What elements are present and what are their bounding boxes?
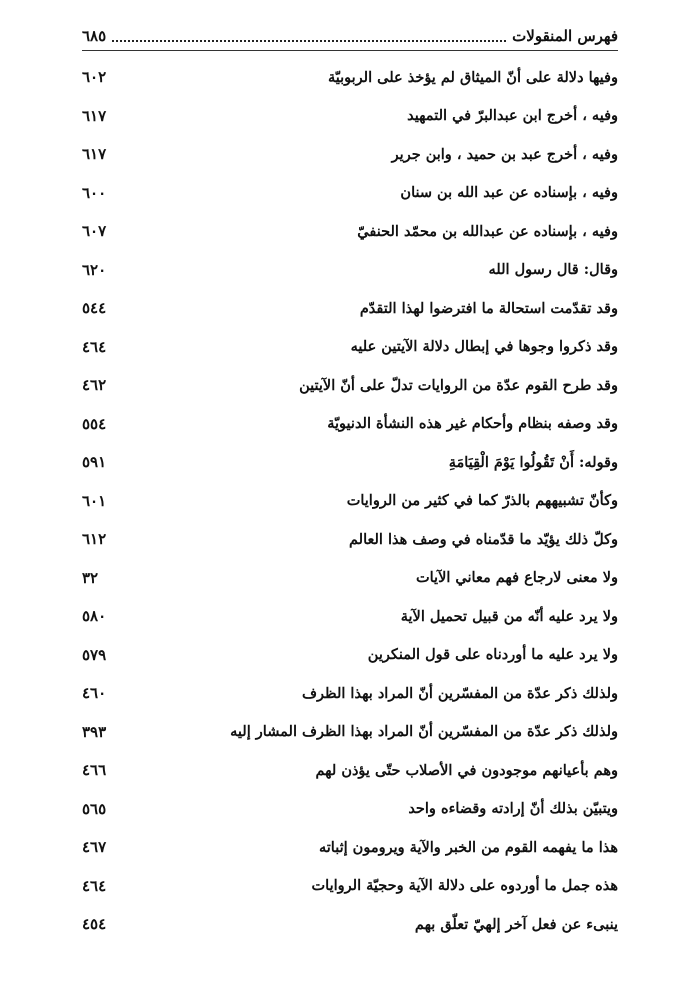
entry-page: ٥٤٤: [82, 299, 107, 318]
index-entry: [82, 135, 618, 174]
index-entry: [82, 251, 618, 290]
index-entry: [82, 212, 618, 251]
entry-text: هذه جمل ما أوردوه على دلالة الآية وحجيّة الروايات: [311, 877, 618, 895]
entry-text: ينبىء عن فعل آخر إلهيّ تعلّق بهم: [414, 915, 618, 933]
entry-page: ٦٢٠: [82, 260, 107, 279]
index-entry: [82, 828, 618, 867]
index-entry: [82, 790, 618, 829]
index-entry: [82, 174, 618, 213]
entry-text: وقال: قال رسول الله: [488, 261, 618, 279]
index-entry: [82, 636, 618, 675]
entry-page: ٤٥٤: [82, 915, 107, 934]
entry-text: ولذلك ذكر عدّة من المفسّرين أنّ المراد بهذا الظرف المشار إليه: [230, 723, 618, 741]
entry-page: ٦٠٠: [82, 183, 107, 202]
entry-text: وهم بأعيانهم موجودون في الأصلاب حتّى يؤذن لهم: [315, 761, 618, 779]
entry-text: وقوله: أَنْ تَقُولُوا يَوْمَ الْقِيَامَةِ: [448, 453, 618, 471]
entry-text: وفيه ، أخرج عبد بن حميد ، وابن جرير: [391, 145, 618, 163]
entry-page: ٦١٢: [82, 530, 107, 549]
index-entry: [82, 559, 618, 598]
index-entry: [82, 713, 618, 752]
entry-page: ٣٢: [82, 568, 99, 587]
page-header: [82, 22, 618, 50]
index-entries: [82, 58, 618, 944]
index-entry: [82, 443, 618, 482]
entry-page: ٤٦٤: [82, 337, 107, 356]
entry-text: وكلّ ذلك يؤيّد ما قدّمناه في وصف هذا العالم: [349, 530, 618, 548]
index-entry: [82, 751, 618, 790]
leader-dots: [112, 30, 506, 42]
entry-text: هذا ما يفهمه القوم من الخبر والآية ويرومون إثباته: [318, 838, 618, 856]
page-number: ٦٨٥: [82, 27, 107, 45]
entry-text: وكأنّ تشبيههم بالذرّ كما في كثير من الروايات: [346, 492, 618, 510]
entry-text: ولا معنى لارجاع فهم معاني الآيات: [415, 569, 618, 587]
entry-text: وفيها دلالة على أنّ الميثاق لم يؤخذ على الربوبيّة: [327, 68, 618, 86]
entry-page: ٤٦٢: [82, 376, 107, 395]
index-entry: [82, 597, 618, 636]
index-title: فهرس المنقولات: [512, 27, 618, 45]
entry-page: ٤٦٤: [82, 876, 107, 895]
entry-text: وفيه ، بإسناده عن عبد الله بن سنان: [400, 184, 618, 202]
entry-page: ٦١٧: [82, 145, 107, 164]
entry-page: ٦٠٢: [82, 68, 107, 87]
index-entry: [82, 58, 618, 97]
entry-page: ٤٦٠: [82, 684, 107, 703]
entry-text: وقد وصفه بنظام وأحكام غير هذه النشأة الدنيويّة: [327, 415, 618, 433]
index-entry: [82, 867, 618, 906]
index-entry: [82, 405, 618, 444]
entry-text: ولا يرد عليه ما أوردناه على قول المنكرين: [367, 646, 618, 664]
entry-text: وفيه ، بإسناده عن عبدالله بن محمّد الحنفيّ: [357, 222, 618, 240]
entry-page: ٤٦٧: [82, 838, 107, 857]
index-entry: [82, 366, 618, 405]
entry-text: وقد تقدّمت استحالة ما افترضوا لهذا التقدّم: [359, 299, 618, 317]
index-entry: [82, 905, 618, 944]
entry-text: ويتبيّن بذلك أنّ إرادته وقضاءه واحد: [408, 800, 618, 818]
entry-page: ٦٠٧: [82, 222, 107, 241]
index-entry: [82, 97, 618, 136]
entry-text: ولا يرد عليه أنّه من قبيل تحميل الآية: [400, 607, 618, 625]
header-divider: [82, 50, 618, 51]
entry-text: وفيه ، أخرج ابن عبدالبرّ في التمهيد: [407, 107, 618, 125]
entry-text: وقد ذكروا وجوها في إبطال دلالة الآيتين عليه: [350, 338, 618, 356]
entry-page: ٥٩١: [82, 453, 107, 472]
entry-page: ٦١٧: [82, 106, 107, 125]
entry-page: ٣٩٣: [82, 722, 107, 741]
entry-page: ٦٠١: [82, 491, 107, 510]
entry-text: ولذلك ذكر عدّة من المفسّرين أنّ المراد بهذا الظرف: [302, 684, 618, 702]
entry-page: ٥٥٤: [82, 414, 107, 433]
index-entry: [82, 482, 618, 521]
entry-text: وقد طرح القوم عدّة من الروايات تدلّ على أنّ الآيتين: [299, 376, 618, 394]
index-entry: [82, 674, 618, 713]
entry-page: ٤٦٦: [82, 761, 107, 780]
entry-page: ٥٦٥: [82, 799, 107, 818]
index-entry: [82, 328, 618, 367]
index-entry: [82, 289, 618, 328]
entry-page: ٥٧٩: [82, 645, 107, 664]
index-entry: [82, 520, 618, 559]
entry-page: ٥٨٠: [82, 607, 107, 626]
